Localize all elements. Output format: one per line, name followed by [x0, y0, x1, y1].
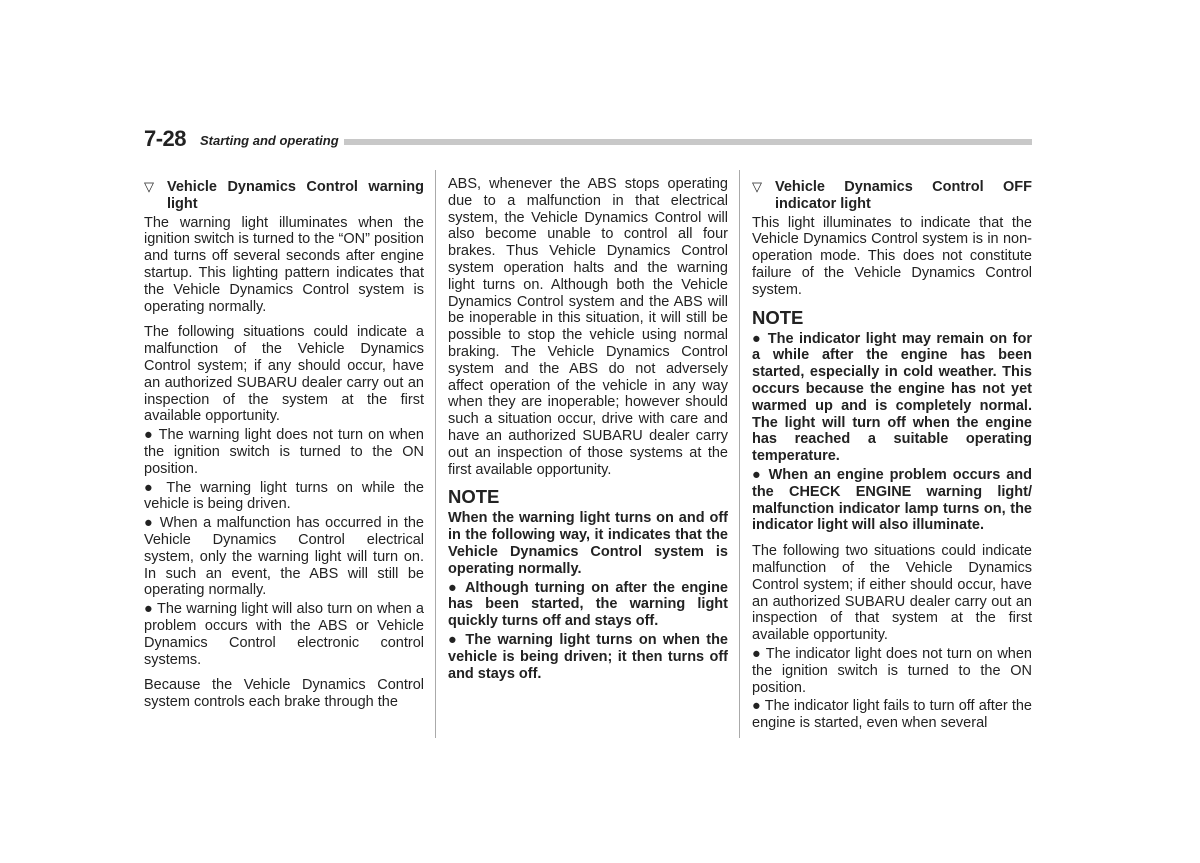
vdc-off-indicator-heading [752, 179, 1032, 213]
note-bullet-item: ● Although turning on after the engine has been started, the warning light quickly turns off and stays off. [448, 579, 728, 630]
note-bullet-item: ● When an engine problem occurs and the CHECK ENGINE warning light/ malfunction indicator lamp turns on, the indicator light will also illuminate. [752, 466, 1032, 534]
column-divider [739, 170, 740, 738]
note-paragraph: When the warning light turns on and off in the following way, it indicates that the Vehicle Dynamics Control system is operating normally. [448, 510, 728, 577]
heading-text: Vehicle Dynamics Control warning light [167, 179, 424, 212]
note-title: NOTE [448, 486, 500, 508]
bullet-item: ● The indicator light fails to turn off after the engine is started, even when several [752, 698, 1032, 732]
paragraph: This light illuminates to indicate that the Vehicle Dynamics Control system is in non-operation mode. This does not constitute failure of the Vehicle Dynamics Control system. [752, 214, 1032, 298]
note-title: NOTE [752, 306, 804, 328]
paragraph: The following situations could indicate a malfunction of the Vehicle Dynamics Control system; if any should occur, have an authorized SUBARU dealer carry out an inspection of the system at the first available opportunity. [144, 324, 424, 425]
column-middle [448, 176, 728, 682]
page-header [144, 124, 1032, 154]
bullet-item: ● The warning light will also turn on when a problem occurs with the ABS or Vehicle Dynamics Control electronic control systems. [144, 601, 424, 668]
header-rule [344, 139, 1032, 145]
triangle-marker-icon: ▽ [144, 179, 154, 194]
section-title: Starting and operating [200, 133, 339, 148]
bullet-item: ● The indicator light does not turn on when the ignition switch is turned to the ON position. [752, 645, 1032, 696]
column-right [752, 176, 1032, 732]
paragraph: The following two situations could indicate malfunction of the Vehicle Dynamics Control system; if either should occur, have an authorized SUBARU dealer carry out an inspection of that system at the first available opportunity. [752, 543, 1032, 644]
bullet-item: ● The warning light turns on while the vehicle is being driven. [144, 479, 424, 513]
bullet-item: ● When a malfunction has occurred in the Vehicle Dynamics Control electrical system, only the warning light will turn on. In such an event, the ABS will still be operating normally. [144, 515, 424, 599]
column-divider [435, 170, 436, 738]
heading-text: Vehicle Dynamics Control OFF indicator light [775, 179, 1032, 212]
vdc-warning-light-heading [144, 179, 424, 213]
bullet-item: ● The warning light does not turn on when the ignition switch is turned to the ON position. [144, 427, 424, 477]
note-bullet-item: ● The indicator light may remain on for a while after the engine has been started, especially in cold weather. This occurs because the engine has not yet warmed up and is completely normal. The light will turn off when the engine has reached a suitable operating temperature. [752, 330, 1032, 465]
paragraph: The warning light illuminates when the ignition switch is turned to the “ON” position and turns off several seconds after engine startup. This lighting pattern indicates that the Vehicle Dynamics Control system is operating normally. [144, 214, 424, 315]
triangle-marker-icon: ▽ [752, 179, 762, 194]
note-bullet-item: ● The warning light turns on when the vehicle is being driven; it then turns off and stays off. [448, 631, 728, 682]
column-left [144, 176, 424, 711]
paragraph: ABS, whenever the ABS stops operating due to a malfunction in that electrical system, the Vehicle Dynamics Control will also become unable to control all four brakes. Thus Vehicle Dynamics Control system operation halts and the warning light turns on. Although both the Vehicle Dynamics Control system and the ABS will be inoperable in this situation, it will still be possible to stop the vehicle using normal braking. The Vehicle Dynamics Control system and the ABS do not adversely affect operation of the vehicle in any way when they are inoperable; however should such a situation occur, drive with care and have an authorized SUBARU dealer carry out an inspection of those systems at the first available opportunity. [448, 176, 728, 478]
paragraph: Because the Vehicle Dynamics Control system controls each brake through the [144, 677, 424, 711]
page-number: 7-28 [144, 126, 187, 151]
